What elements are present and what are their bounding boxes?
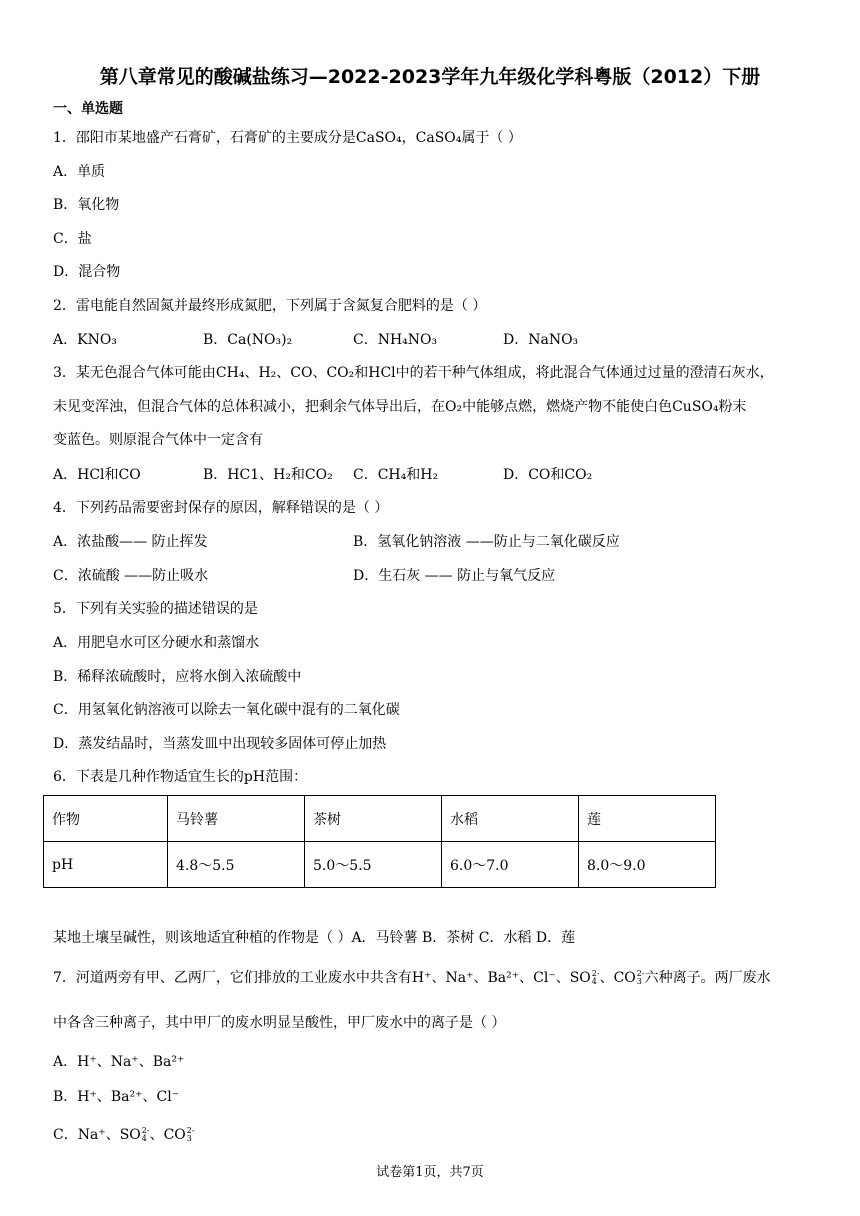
page-footer: 试卷第1页，共7页 [376,1165,484,1180]
table-row [44,796,716,842]
table-cell: 马铃薯 [168,796,305,842]
table-cell: 8.0～9.0 [579,842,716,888]
q7-line1-part-c: 六种离子。两厂废水 [644,970,771,986]
q3-option-b: B．HC1、H₂和CO₂ [203,467,333,483]
ph-table [43,795,716,888]
q7-line1-part-b: 、CO [599,970,636,986]
q1-option-d: D．混合物 [53,264,121,280]
q4-option-c: C．浓硫酸 ——防止吸水 [53,568,209,584]
table-cell: 茶树 [305,796,442,842]
q7-option-a: A．H⁺、Na⁺、Ba²⁺ [53,1054,185,1070]
table-row [44,842,716,888]
q7-option-b: B．H⁺、Ba²⁺、Cl⁻ [53,1089,180,1105]
q2-option-a: A．KNO₃ [53,332,117,348]
q3-option-a: A．HCl和CO [53,467,141,483]
q5-option-c: C．用氢氧化钠溶液可以除去一氧化碳中混有的二氧化碳 [53,702,400,718]
q5-option-a: A．用肥皂水可区分硬水和蒸馏水 [53,635,260,651]
sulfate-charge: 2- 4 [591,969,600,986]
q4-option-b: B．氢氧化钠溶液 ——防止与二氧化碳反应 [353,534,620,550]
table-cell: 4.8～5.5 [168,842,305,888]
q4-option-d: D．生石灰 —— 防止与氧气反应 [353,568,556,584]
q7-option-c-part-a: C．Na⁺、SO [53,1127,141,1143]
q6-stem: 6．下表是几种作物适宜生长的pH范围： [53,769,308,785]
q2-option-b: B．Ca(NO₃)₂ [203,332,293,348]
q7-line2: 中各含三种离子，其中甲厂的废水明显呈酸性，甲厂废水中的离子是（ ） [53,1015,506,1031]
q3-line3: 变蓝色。则原混合气体中一定含有 [53,432,263,448]
table-cell: 作物 [44,796,168,842]
section-heading: 一、单选题 [53,101,123,117]
q2-stem: 2．雷电能自然固氮并最终形成氮肥，下列属于含氮复合肥料的是（ ） [53,298,487,314]
q7-option-c-part-b: 、CO [149,1127,186,1143]
q7-line1-part-a: 7．河道两旁有甲、乙两厂，它们排放的工业废水中共含有H⁺、Na⁺、Ba²⁺、Cl⁻、SO [53,970,591,986]
q7-option-c [53,1126,195,1144]
table-cell: 5.0～5.5 [305,842,442,888]
table-cell: pH [44,842,168,888]
carbonate-charge: 2- 3 [636,969,645,986]
q3-option-d: D．CO和CO₂ [503,467,593,483]
q3-option-c: C．CH₄和H₂ [353,467,439,483]
q7-line1 [53,969,771,987]
table-cell: 水稻 [442,796,579,842]
sulfate-charge: 2- 4 [141,1126,150,1143]
table-cell: 6.0～7.0 [442,842,579,888]
page-title: 第八章常见的酸碱盐练习—2022-2023学年九年级化学科粤版（2012）下册 [99,66,761,88]
q3-line2: 未见变浑浊，但混合气体的总体积减小，把剩余气体导出后，在O₂中能够点燃，燃烧产物不能使白色CuSO₄粉末 [53,399,747,415]
q1-stem: 1．邵阳市某地盛产石膏矿，石膏矿的主要成分是CaSO₄，CaSO₄属于（ ） [53,130,522,146]
q5-stem: 5．下列有关实验的描述错误的是 [53,601,258,617]
q4-option-a: A．浓盐酸—— 防止挥发 [53,534,208,550]
q4-stem: 4．下列药品需要密封保存的原因，解释错误的是（ ） [53,500,389,516]
table-cell: 莲 [579,796,716,842]
q1-option-a: A．单质 [53,164,106,180]
q2-option-d: D．NaNO₃ [503,332,579,348]
q1-option-c: C．盐 [53,231,92,247]
q3-line1: 3．某无色混合气体可能由CH₄、H₂、CO、CO₂和HCl中的若干种气体组成，将此混合气体通过过量的澄清石灰水， [53,365,774,381]
q5-option-d: D．蒸发结晶时，当蒸发皿中出现较多固体可停止加热 [53,736,387,752]
q2-option-c: C．NH₄NO₃ [353,332,438,348]
q6-question: 某地土壤呈碱性，则该地适宜种植的作物是（ ）A．马铃薯 B．茶树 C．水稻 D．莲 [53,930,576,946]
carbonate-charge: 2- 3 [186,1126,195,1143]
q5-option-b: B．稀释浓硫酸时，应将水倒入浓硫酸中 [53,669,302,685]
q1-option-b: B．氧化物 [53,197,120,213]
